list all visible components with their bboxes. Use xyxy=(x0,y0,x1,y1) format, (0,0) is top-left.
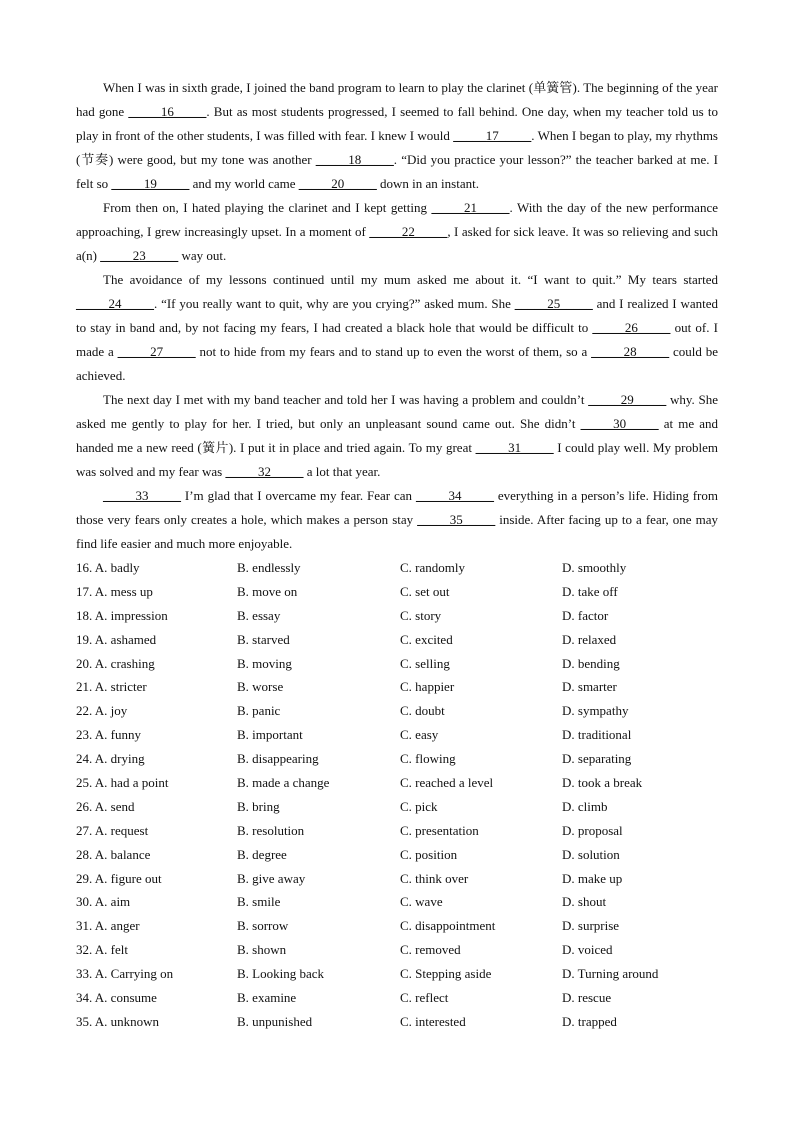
answer-blank: _____21_____ xyxy=(431,200,510,215)
option-c: C. think over xyxy=(400,870,469,886)
answer-blank: _____17_____ xyxy=(453,128,532,143)
option-d: D. Turning around xyxy=(562,966,659,982)
option-b: B. sorrow xyxy=(237,918,289,934)
option-c: C. excited xyxy=(400,631,453,647)
option-c: C. happier xyxy=(400,679,455,695)
option-d: D. separating xyxy=(562,751,632,767)
option-d: D. smarter xyxy=(562,679,617,695)
option-c: C. doubt xyxy=(400,703,445,719)
option-a: 27. A. request xyxy=(76,822,149,838)
question-row xyxy=(76,867,718,891)
answer-blank: _____31_____ xyxy=(475,440,554,455)
option-d: D. sympathy xyxy=(562,703,629,719)
answer-blank: _____26_____ xyxy=(592,320,671,335)
question-row xyxy=(76,795,718,819)
option-d: D. surprise xyxy=(562,918,620,934)
question-row xyxy=(76,962,718,986)
question-row xyxy=(76,556,718,580)
option-c: C. randomly xyxy=(400,560,465,575)
option-b: B. smile xyxy=(237,894,281,910)
question-row xyxy=(76,890,718,914)
option-b: B. unpunished xyxy=(237,1013,313,1029)
option-b: B. endlessly xyxy=(237,560,301,575)
option-b: B. disappearing xyxy=(237,751,319,767)
option-d: D. voiced xyxy=(562,942,613,958)
answer-blank: _____32_____ xyxy=(225,464,304,479)
answer-blank: _____29_____ xyxy=(588,392,667,407)
answer-options xyxy=(76,556,718,1034)
question-row xyxy=(76,580,718,604)
option-b: B. bring xyxy=(237,798,280,814)
option-d: D. make up xyxy=(562,870,623,886)
option-b: B. worse xyxy=(237,679,284,695)
passage-paragraph: The avoidance of my lessons continued until my mum asked me about it. “I want to quit.” My tears started _____24_____. “If you really want to quit, why are you crying?” asked mum. She _____25_____ and I realized I wanted to stay in band and, by not facing my fears, I had created a black hole that would be difficult to _____26_____ out of. I made a _____27_____ not to hide from my fears and to stand up to even the worst of them, so a _____28_____ could be achieved. xyxy=(76,272,718,383)
option-a: 22. A. joy xyxy=(76,703,128,719)
option-c: C. selling xyxy=(400,655,450,671)
option-a: 31. A. anger xyxy=(76,918,140,934)
option-a: 35. A. unknown xyxy=(76,1013,160,1029)
option-a: 25. A. had a point xyxy=(76,775,169,791)
option-b: B. important xyxy=(237,727,303,743)
option-a: 32. A. felt xyxy=(76,942,128,958)
passage-paragraph: From then on, I hated playing the clarinet and I kept getting _____21_____. With the day of the new performance approaching, I grew increasingly upset. In a moment of _____22_____, I asked for sick leave. It was so relieving and such a(n) _____23_____ way out. xyxy=(76,200,718,263)
answer-blank: _____22_____ xyxy=(369,224,448,239)
option-c: C. flowing xyxy=(400,751,456,767)
option-b: B. starved xyxy=(237,631,290,647)
question-row xyxy=(76,819,718,843)
answer-blank: _____27_____ xyxy=(117,344,196,359)
question-row xyxy=(76,604,718,628)
option-b: B. degree xyxy=(237,846,287,862)
option-c: C. reflect xyxy=(400,990,449,1006)
question-row xyxy=(76,699,718,723)
option-a: 34. A. consume xyxy=(76,990,157,1006)
option-a: 18. A. impression xyxy=(76,607,168,623)
option-b: B. panic xyxy=(237,703,281,719)
option-d: D. climb xyxy=(562,798,608,814)
answer-blank: _____28_____ xyxy=(591,344,670,359)
option-d: D. solution xyxy=(562,846,620,862)
option-c: C. removed xyxy=(400,942,461,958)
option-a: 33. A. Carrying on xyxy=(76,966,174,982)
option-a: 17. A. mess up xyxy=(76,583,153,599)
question-row xyxy=(76,723,718,747)
option-a: 20. A. crashing xyxy=(76,655,155,671)
option-b: B. give away xyxy=(237,870,306,886)
option-a: 28. A. balance xyxy=(76,846,151,862)
option-a: 19. A. ashamed xyxy=(76,631,157,647)
answer-blank: _____30_____ xyxy=(580,416,659,431)
option-b: B. examine xyxy=(237,990,297,1006)
option-b: B. moving xyxy=(237,655,292,671)
option-d: D. take off xyxy=(562,583,618,599)
option-d: D. took a break xyxy=(562,775,643,791)
option-d: D. trapped xyxy=(562,1013,617,1029)
question-row xyxy=(76,675,718,699)
option-a: 30. A. aim xyxy=(76,894,131,910)
option-c: C. position xyxy=(400,846,458,862)
question-row xyxy=(76,938,718,962)
answer-blank: _____18_____ xyxy=(315,152,394,167)
option-d: D. rescue xyxy=(562,990,612,1006)
question-row xyxy=(76,914,718,938)
option-b: B. move on xyxy=(237,583,298,599)
answer-blank: _____16_____ xyxy=(128,104,207,119)
option-a: 26. A. send xyxy=(76,798,135,814)
option-d: D. smoothly xyxy=(562,560,627,575)
question-row xyxy=(76,747,718,771)
option-d: D. traditional xyxy=(562,727,632,743)
option-a: 16. A. badly xyxy=(76,560,140,575)
question-row xyxy=(76,843,718,867)
option-d: D. bending xyxy=(562,655,620,671)
option-a: 21. A. stricter xyxy=(76,679,147,695)
answer-blank: _____34_____ xyxy=(415,488,494,503)
option-c: C. disappointment xyxy=(400,918,496,934)
passage-paragraph: When I was in sixth grade, I joined the band program to learn to play the clarinet (单簧管). The beginning of the year had gone _____16_____. But as most students progressed, I seemed to fall behind. One day, when my teacher told us to play in front of the other students, I was filled with fear. I knew I would _____17_____. When I began to play, my rhythms (节奏) were good, but my tone was another _____18_____. “Did you practice your lesson?” the teacher barked at me. I felt so _____19_____ and my world came _____20_____ down in an instant. xyxy=(76,80,719,191)
option-c: C. easy xyxy=(400,727,439,743)
option-c: C. set out xyxy=(400,583,450,599)
option-d: D. factor xyxy=(562,607,609,623)
answer-blank: _____20_____ xyxy=(298,176,377,191)
option-a: 29. A. figure out xyxy=(76,870,162,886)
answer-blank: _____35_____ xyxy=(417,512,496,527)
option-c: C. interested xyxy=(400,1013,466,1029)
option-a: 23. A. funny xyxy=(76,727,141,743)
question-row xyxy=(76,1010,718,1034)
answer-blank: _____23_____ xyxy=(100,248,179,263)
option-c: C. story xyxy=(400,607,442,623)
option-d: D. relaxed xyxy=(562,631,617,647)
option-c: C. presentation xyxy=(400,822,479,838)
option-c: C. pick xyxy=(400,798,438,814)
option-b: B. Looking back xyxy=(237,966,325,982)
option-a: 24. A. drying xyxy=(76,751,145,767)
option-b: B. shown xyxy=(237,942,287,958)
option-b: B. resolution xyxy=(237,822,305,838)
worksheet-page xyxy=(76,76,718,1034)
option-c: C. wave xyxy=(400,894,443,910)
passage-paragraph: _____33_____ I’m glad that I overcame my fear. Fear can _____34_____ everything in a person’s life. Hiding from those very fears only creates a hole, which makes a person stay _____35_____ inside. After facing up to a fear, one may find life easier and much more enjoyable. xyxy=(76,488,718,551)
option-d: D. shout xyxy=(562,894,607,910)
answer-blank: _____33_____ xyxy=(103,488,181,503)
answer-blank: _____25_____ xyxy=(514,296,593,311)
option-c: C. reached a level xyxy=(400,775,494,791)
answer-blank: _____24_____ xyxy=(76,296,154,311)
option-b: B. made a change xyxy=(237,775,330,791)
question-row xyxy=(76,628,718,652)
question-row xyxy=(76,652,718,676)
option-c: C. Stepping aside xyxy=(400,966,492,982)
cloze-passage xyxy=(76,76,718,556)
answer-blank: _____19_____ xyxy=(111,176,190,191)
passage-paragraph: The next day I met with my band teacher and told her I was having a problem and couldn’t _____29_____ why. She asked me gently to play for her. I tried, but only an unpleasant sound came out. She didn’t _____30_____ at me and handed me a new reed (簧片). I put it in place and tried again. To my great _____31_____ I could play well. My problem was solved and my fear was _____32_____ a lot that year. xyxy=(76,392,719,479)
question-row xyxy=(76,986,718,1010)
question-row xyxy=(76,771,718,795)
option-b: B. essay xyxy=(237,607,281,623)
option-d: D. proposal xyxy=(562,822,623,838)
